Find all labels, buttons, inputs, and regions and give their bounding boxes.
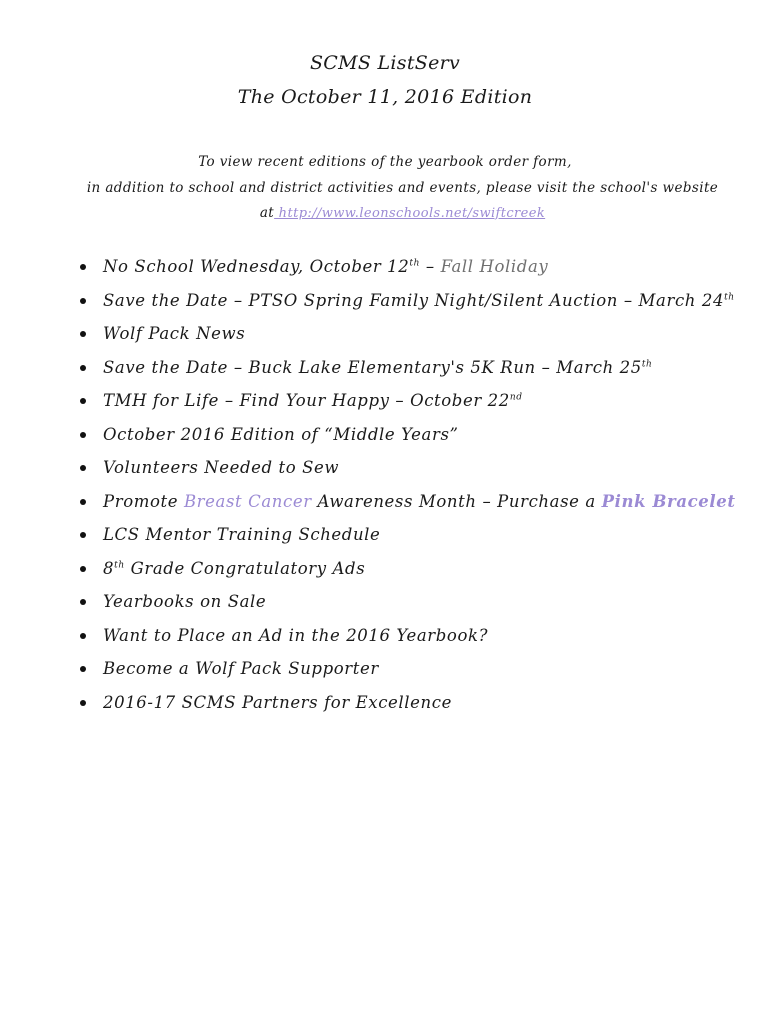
edition-subtitle: The October 11, 2016 Edition <box>237 86 533 108</box>
list-item-volunteers-sew[interactable] <box>78 451 736 485</box>
list-item-8th-grade-ads[interactable] <box>78 552 736 586</box>
item-text: 8 <box>103 558 115 578</box>
item-text: Become a Wolf Pack Supporter <box>103 659 379 678</box>
item-text: Promote <box>103 491 184 511</box>
list-item-wolf-pack-supporter[interactable] <box>78 652 736 686</box>
list-item-5k-run[interactable] <box>78 351 736 385</box>
intro-line-1: To view recent editions of the yearbook order form, <box>198 154 572 170</box>
item-text: 2016-17 SCMS Partners for Excellence <box>103 692 452 712</box>
item-text: No School Wednesday, October 12 <box>103 257 410 276</box>
list-item-wolf-pack-news[interactable] <box>78 317 736 351</box>
bullet-icon <box>80 365 86 371</box>
item-text: LCS Mentor Training Schedule <box>103 525 381 544</box>
item-text: Yearbooks on Sale <box>103 592 267 611</box>
pink-bracelet-text: Pink Bracelet <box>601 491 736 511</box>
intro-prefix: at <box>259 205 275 221</box>
intro-line-3 <box>0 200 770 227</box>
bullet-icon <box>80 566 86 572</box>
bullet-icon <box>80 331 86 337</box>
item-text: October 2016 Edition of “Middle Years” <box>103 424 459 444</box>
fall-holiday-text: Fall Holiday <box>440 257 549 276</box>
bullet-icon <box>80 264 86 270</box>
item-separator: – <box>420 257 441 276</box>
item-text: Volunteers Needed to Sew <box>103 458 340 477</box>
bullet-icon <box>80 298 86 304</box>
list-item-mentor-training[interactable] <box>78 518 736 552</box>
list-item-yearbooks-sale[interactable] <box>78 585 736 619</box>
breast-cancer-text: Breast Cancer <box>183 491 312 511</box>
school-website-link[interactable]: http://www.leonschools.net/swiftcreek <box>274 206 546 221</box>
item-text-continued: Awareness Month – Purchase a <box>311 491 602 511</box>
bullet-icon <box>80 633 86 639</box>
document-title: SCMS ListServ <box>309 52 461 74</box>
item-superscript: nd <box>509 392 523 403</box>
intro-line-2: in addition to school and district activities and events, please visit the school's website <box>86 180 719 196</box>
item-text: Wolf Pack News <box>103 324 246 343</box>
bullet-icon <box>80 599 86 605</box>
list-item-partners-excellence[interactable] <box>78 686 736 720</box>
bullet-icon <box>80 465 86 471</box>
bullet-icon <box>80 666 86 672</box>
item-text: Save the Date – Buck Lake Elementary's 5K Run – March 25 <box>103 357 642 377</box>
item-superscript: th <box>409 258 421 269</box>
item-superscript: th <box>641 359 653 369</box>
item-text: Want to Place an Ad in the 2016 Yearbook? <box>103 625 489 645</box>
list-item-yearbook-ad[interactable] <box>78 619 736 653</box>
item-text: Save the Date – PTSO Spring Family Night/Silent Auction – March 24 <box>103 290 725 310</box>
bullet-icon <box>80 532 86 538</box>
item-superscript: th <box>724 292 735 302</box>
bullet-icon <box>80 398 86 404</box>
list-item-breast-cancer-awareness[interactable] <box>78 485 736 519</box>
bullet-icon <box>80 700 86 706</box>
list-item-middle-years[interactable] <box>78 418 736 452</box>
bullet-icon <box>80 499 86 505</box>
list-item-tmh-for-life[interactable] <box>78 384 736 418</box>
bullet-icon <box>80 432 86 438</box>
item-superscript: th <box>114 560 125 570</box>
item-text: TMH for Life – Find Your Happy – October 22 <box>103 391 510 410</box>
news-item-list <box>78 250 736 719</box>
list-item-no-school[interactable] <box>78 250 736 284</box>
list-item-ptso-night[interactable] <box>78 284 736 318</box>
item-text-continued: Grade Congratulatory Ads <box>124 558 366 578</box>
